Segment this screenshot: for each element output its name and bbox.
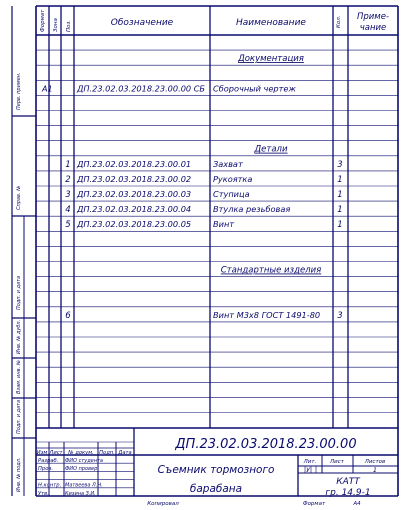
side-label: Справ. №	[16, 185, 22, 210]
header-pos: Поз.	[66, 19, 72, 32]
row-position: 3	[65, 190, 71, 200]
document-code: ДП.23.02.03.2018.23.00.00	[175, 437, 357, 452]
change-header: Лист	[49, 450, 63, 456]
row-name: Винт	[213, 219, 235, 230]
row-qty: 1	[337, 190, 343, 200]
section-title: Детали	[254, 144, 288, 155]
change-header: Изм	[36, 450, 48, 456]
header-note-2: чание	[359, 23, 387, 33]
side-label: Инв. № подл.	[16, 457, 22, 492]
row-designation: ДП.23.02.03.2018.23.00.03	[77, 189, 192, 199]
row-qty: 3	[337, 159, 343, 170]
row-designation: ДП.23.02.03.2018.23.00.02	[77, 173, 192, 184]
side-label: Подп. и дата	[16, 399, 22, 434]
sheet-label: Лист	[330, 459, 344, 465]
change-header: № докум.	[68, 450, 94, 456]
person-name: ФИО студента	[65, 458, 103, 464]
row-qty: 1	[337, 205, 343, 216]
row-position: 5	[65, 220, 71, 231]
row-qty: 1	[337, 220, 343, 231]
sheets-value: 1	[372, 466, 378, 474]
change-header: Подп.	[99, 450, 115, 456]
role-label: Утв.	[38, 490, 49, 497]
row-name: Винт М3х8 ГОСТ 1491-80	[213, 309, 321, 320]
row-name: Захват	[213, 158, 243, 169]
person-name: ФИО провер.	[65, 466, 99, 473]
row-designation: ДП.23.02.03.2018.23.00.01	[77, 158, 192, 169]
person-name: Кизина З.И.	[65, 490, 96, 497]
person-name: Матвеева Л.Н.	[65, 482, 103, 489]
header-designation: Обозначение	[110, 18, 174, 28]
row-name: Сборочный чертеж	[213, 83, 296, 94]
side-label: Перв. примен.	[16, 72, 22, 110]
row-format: А1	[42, 84, 53, 94]
title-line2: барабана	[189, 483, 243, 495]
section-title: Стандартные изделия	[220, 265, 322, 276]
section-title: Документация	[238, 54, 304, 65]
side-label: Инв. № дубл.	[16, 319, 22, 354]
header-qty: Кол.	[336, 15, 342, 28]
row-designation: ДП.23.02.03.2018.23.00.04	[77, 204, 192, 215]
header-zone: Зона	[53, 18, 59, 32]
header-format: Формат	[40, 9, 46, 32]
lit-value: У	[306, 467, 310, 474]
org-line2: гр. 14.9-1	[325, 488, 371, 498]
header-name: Наименование	[236, 18, 306, 28]
row-qty: 1	[337, 174, 343, 185]
row-name: Втулка резьбовая	[213, 204, 291, 215]
row-position: 2	[65, 174, 71, 185]
org-line1: КАТТ	[336, 477, 360, 487]
row-designation: ДП.23.02.03.2018.23.00.05	[77, 219, 192, 230]
row-qty: 3	[337, 310, 343, 321]
title-line1: Съемник тормозного	[157, 464, 275, 476]
footer-format-label: Формат	[302, 501, 326, 507]
row-position: 4	[65, 205, 71, 216]
lit-label: Лит.	[303, 459, 317, 465]
header-note: Приме-	[356, 12, 390, 22]
role-label: Разраб.	[38, 458, 59, 464]
side-label: Подп. и дата	[16, 275, 22, 310]
footer-copied: Копировал	[147, 501, 179, 507]
sheets-label: Листов	[364, 459, 386, 465]
footer-format-value: А4	[353, 501, 361, 507]
role-label: Пров.	[38, 466, 54, 473]
row-position: 1	[65, 159, 71, 170]
row-position: 6	[65, 310, 71, 321]
row-name: Рукоятка	[213, 173, 253, 184]
side-label: Взам. инв. №	[16, 360, 22, 394]
change-header: Дата	[118, 450, 132, 456]
row-designation: ДП.23.02.03.2018.23.00.00 СБ	[77, 83, 206, 94]
table-grid	[12, 6, 398, 496]
row-name: Ступица	[213, 189, 250, 199]
role-label: Н.контр.	[38, 482, 62, 489]
